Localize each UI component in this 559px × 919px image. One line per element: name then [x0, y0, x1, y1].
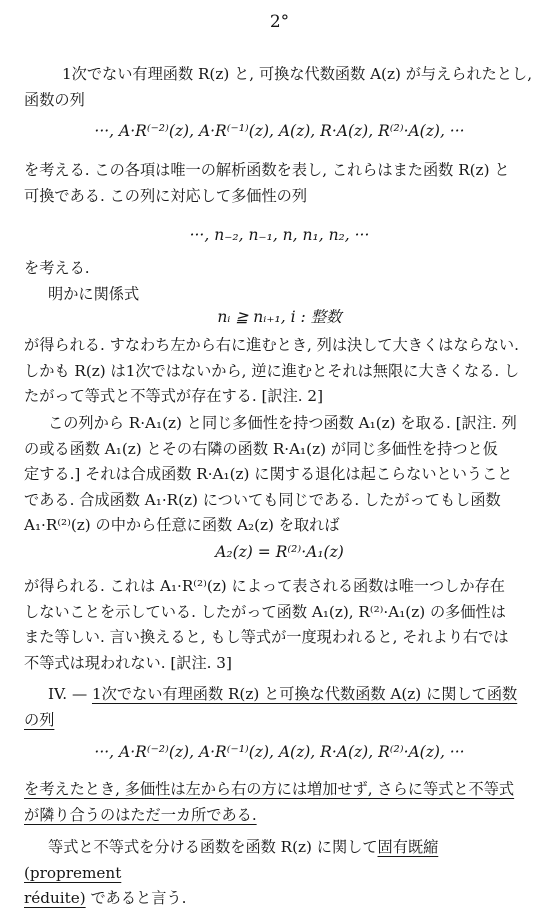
theorem-sequence: ···, A·R⁽⁻²⁾(z), A·R⁽⁻¹⁾(z), A(z), R·A(z), R⁽²⁾·A(z), ···	[94, 743, 465, 761]
definition-text: 等式と不等式を分ける函数を函数 R(z) に関して	[48, 838, 378, 856]
page-number: 2°	[269, 12, 290, 32]
defined-term: 固有既縮 (proprement	[24, 838, 439, 882]
paragraph-relation-intro	[24, 256, 536, 307]
text-line: しかも R(z) は1次ではないから, 逆に進むとそれは無限に大きくなる. し	[24, 361, 520, 380]
text-line: が得られる. すなわち左から右に進むとき, 列は決して大きくはならない.	[24, 336, 519, 354]
paragraph-consider	[24, 158, 536, 209]
relation-formula: nᵢ ≧ nᵢ₊₁, i : 整数	[217, 308, 342, 326]
paragraph-uniqueness	[24, 574, 536, 676]
paragraph-intro	[24, 62, 536, 113]
paragraph-definition	[24, 835, 536, 912]
theorem-label: IV. —	[48, 685, 92, 703]
text-line: 定する.] それは合成函数 R·A₁(z) に関する退化は起こらないということ	[24, 465, 513, 483]
text-line: 不等式は現われない. [訳注. 3]	[24, 653, 232, 672]
text-line: を考える.	[24, 259, 90, 277]
text-line: しないことを示している. したがって函数 A₁(z), R⁽²⁾·A₁(z) の多価性は	[24, 602, 506, 621]
text-line: 可換である. この列に対応して多価性の列	[24, 186, 308, 205]
text-line: 函数の列	[24, 90, 85, 109]
text-line	[24, 835, 536, 886]
text-line: たがって等式と不等式が存在する. [訳注. 2]	[24, 387, 324, 405]
text-line: この列から R·A₁(z) と同じ多価性を持つ函数 A₁(z) を取る. [訳注. 列	[48, 414, 517, 432]
text-line	[24, 708, 536, 734]
paragraph-increase	[24, 333, 536, 410]
text-line	[24, 682, 536, 708]
text-line	[24, 777, 536, 803]
defined-term: réduite)	[24, 889, 86, 907]
theorem-text: の列	[24, 710, 55, 729]
text-line: である. 合成函数 A₁·R(z) についても同じである. したがってもし函数	[24, 490, 501, 509]
definition-text: であると言う.	[85, 889, 187, 907]
text-line: の或る函数 A₁(z) とその右隣の函数 R·A₁(z) が同じ多価性を持つと仮	[24, 439, 498, 458]
theorem-iv	[24, 682, 536, 733]
paragraph-take-function	[24, 411, 536, 539]
multiplicity-sequence: ···, n₋₂, n₋₁, n, n₁, n₂, ···	[189, 226, 370, 244]
composition-formula: A₂(z) = R⁽²⁾·A₁(z)	[215, 543, 344, 561]
text-line: A₁·R⁽²⁾(z) の中から任意に函数 A₂(z) を取れば	[24, 516, 340, 534]
text-line	[24, 803, 536, 829]
text-line	[24, 886, 536, 912]
text-line: が得られる. これは A₁·R⁽²⁾(z) によって表される函数は唯一つしか存在	[24, 577, 505, 595]
text-line: を考える. この各項は唯一の解析函数を表し, これらはまた函数 R(z) と	[24, 161, 510, 179]
text-line: また等しい. 言い換えると, もし等式が一度現われると, それより右では	[24, 628, 509, 646]
theorem-text: 1次でない有理函数 R(z) と可換な代数函数 A(z) に関して函数	[91, 685, 518, 703]
theorem-text: が隣り合うのはただ一カ所である.	[24, 805, 257, 824]
text-line: 明かに関係式	[48, 284, 140, 303]
theorem-conclusion	[24, 777, 536, 828]
function-sequence: ···, A·R⁽⁻²⁾(z), A·R⁽⁻¹⁾(z), A(z), R·A(z), R⁽²⁾·A(z), ···	[94, 122, 465, 140]
text-line: 1次でない有理函数 R(z) と, 可換な代数函数 A(z) が与えられたとし,	[62, 65, 533, 83]
theorem-text: を考えたとき, 多価性は左から右の方には増加せず, さらに等式と不等式	[24, 780, 515, 798]
